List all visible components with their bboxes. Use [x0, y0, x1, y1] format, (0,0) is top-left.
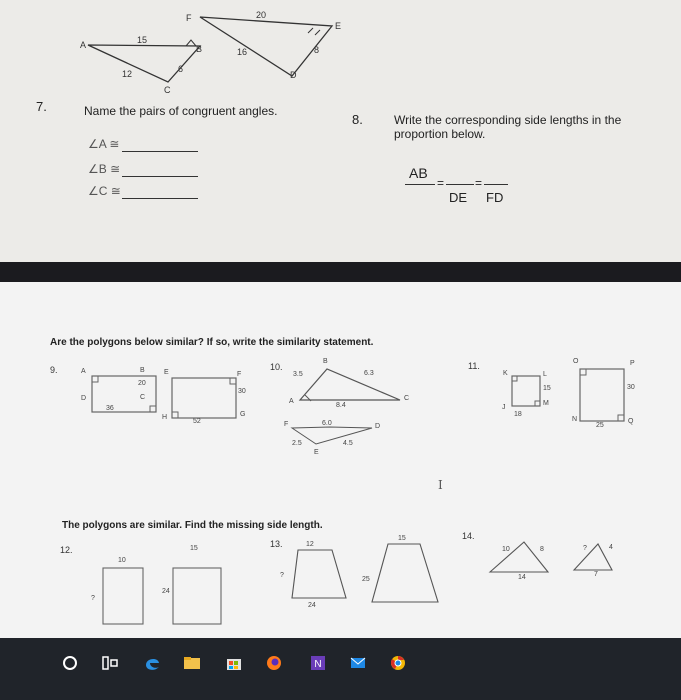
- point-label: A: [80, 40, 87, 50]
- point-label: N: [572, 416, 578, 423]
- proportion-denominator-de: DE: [449, 190, 468, 205]
- store-icon[interactable]: [224, 653, 244, 673]
- point-label: D: [290, 70, 297, 80]
- point-label: E: [314, 449, 319, 456]
- question-number: 13.: [270, 539, 283, 549]
- len-label: 6.3: [364, 370, 374, 377]
- len-label: 12: [122, 69, 133, 79]
- len-label: 10: [118, 557, 126, 564]
- point-label: C: [140, 394, 146, 401]
- point-label: A: [81, 368, 86, 375]
- point-label: O: [573, 358, 579, 365]
- start-circle-icon[interactable]: [60, 653, 80, 673]
- proportion-denominator-fd: FD: [486, 190, 504, 205]
- section-title-similarity: Are the polygons below similar? If so, write the similarity statement.: [50, 337, 374, 348]
- equals-sign: =: [437, 176, 445, 190]
- onenote-icon[interactable]: [308, 653, 328, 673]
- question-number: 11.: [468, 361, 480, 371]
- triangles-figure: [0, 0, 681, 100]
- point-label: B: [196, 44, 203, 54]
- len-label: 4.5: [343, 440, 353, 447]
- mail-icon[interactable]: [348, 653, 368, 673]
- paper-gap: [0, 262, 681, 282]
- point-label: P: [630, 360, 635, 367]
- len-label: 52: [193, 418, 201, 425]
- len-label: 10: [502, 546, 510, 553]
- q8-prompt-line1: Write the corresponding side lengths in the: [394, 113, 622, 127]
- point-label: B: [323, 358, 328, 365]
- angle-a-label: ∠A ≅: [88, 137, 120, 151]
- len-label: 30: [238, 388, 246, 395]
- fraction-bar: [446, 184, 474, 185]
- len-label: 3.5: [293, 371, 303, 378]
- point-label: D: [375, 423, 381, 430]
- len-label: 24: [162, 588, 170, 595]
- point-label: F: [284, 421, 289, 428]
- len-label: 6.0: [322, 420, 332, 427]
- worksheet-bottom: [0, 282, 681, 638]
- question-number: 9.: [50, 365, 58, 375]
- worksheet-top: [0, 0, 681, 262]
- len-label: 12: [306, 541, 314, 548]
- point-label: E: [164, 369, 169, 376]
- question-number: 12.: [60, 545, 73, 555]
- len-label: 8: [540, 546, 544, 553]
- unknown-label: ?: [91, 595, 95, 602]
- point-label: F: [186, 13, 192, 23]
- len-label: 6: [178, 64, 184, 74]
- len-label: 15: [190, 545, 198, 552]
- q9-figure: [0, 282, 681, 638]
- angle-b-label: ∠B ≅: [88, 162, 121, 176]
- point-label: K: [503, 370, 508, 377]
- len-label: 30: [627, 384, 635, 391]
- len-label: 15: [543, 385, 551, 392]
- text-cursor-icon: I: [438, 478, 443, 492]
- len-label: 24: [308, 602, 316, 609]
- len-label: 15: [137, 35, 148, 45]
- point-label: F: [237, 371, 242, 378]
- len-label: 7: [594, 571, 598, 578]
- len-label: 8: [314, 45, 320, 55]
- unknown-label: ?: [280, 572, 284, 579]
- triangle-abc: [88, 44, 203, 82]
- question-number: 8.: [352, 112, 363, 127]
- len-label: 25: [362, 576, 370, 583]
- point-label: D: [81, 395, 87, 402]
- point-label: C: [164, 85, 171, 95]
- point-label: E: [335, 21, 342, 31]
- len-label: 20: [138, 380, 146, 387]
- triangle-fed: [200, 17, 332, 76]
- point-label: G: [240, 411, 246, 418]
- point-label: B: [140, 367, 145, 374]
- fraction-bar: [484, 184, 508, 185]
- answer-line: [122, 151, 198, 152]
- len-label: 16: [237, 47, 248, 57]
- task-view-icon[interactable]: [100, 653, 120, 673]
- svg-text:N: N: [314, 659, 322, 670]
- point-label: M: [543, 400, 549, 407]
- angle-c-label: ∠C ≅: [88, 184, 121, 198]
- section-title-missing-side: The polygons are similar. Find the missing side length.: [62, 520, 323, 531]
- len-label: 8.4: [336, 402, 346, 409]
- len-label: 14: [518, 574, 526, 581]
- unknown-label: ?: [583, 545, 587, 552]
- chrome-icon[interactable]: [388, 653, 408, 673]
- equals-sign: =: [475, 176, 483, 190]
- point-label: C: [404, 395, 410, 402]
- answer-line: [122, 176, 198, 177]
- len-label: 25: [596, 422, 604, 429]
- point-label: A: [289, 398, 294, 405]
- question-number: 7.: [36, 99, 47, 114]
- answer-line: [122, 198, 198, 199]
- question-number: 14.: [462, 531, 475, 541]
- len-label: 15: [398, 535, 406, 542]
- len-label: 4: [609, 544, 613, 551]
- q8-prompt-line2: proportion below.: [394, 127, 486, 141]
- fraction-bar: [405, 184, 435, 185]
- point-label: L: [543, 371, 547, 378]
- len-label: 20: [256, 10, 267, 20]
- file-explorer-icon[interactable]: [182, 653, 202, 673]
- edge-browser-icon[interactable]: [142, 653, 162, 673]
- len-label: 18: [514, 411, 522, 418]
- point-label: Q: [628, 418, 634, 425]
- len-label: 2.5: [292, 440, 302, 447]
- firefox-icon[interactable]: [264, 653, 284, 673]
- q7-prompt: Name the pairs of congruent angles.: [84, 104, 278, 118]
- len-label: 36: [106, 405, 114, 412]
- proportion-numerator: AB: [409, 165, 428, 181]
- question-number: 10.: [270, 362, 283, 372]
- point-label: H: [162, 414, 168, 421]
- point-label: J: [502, 404, 506, 411]
